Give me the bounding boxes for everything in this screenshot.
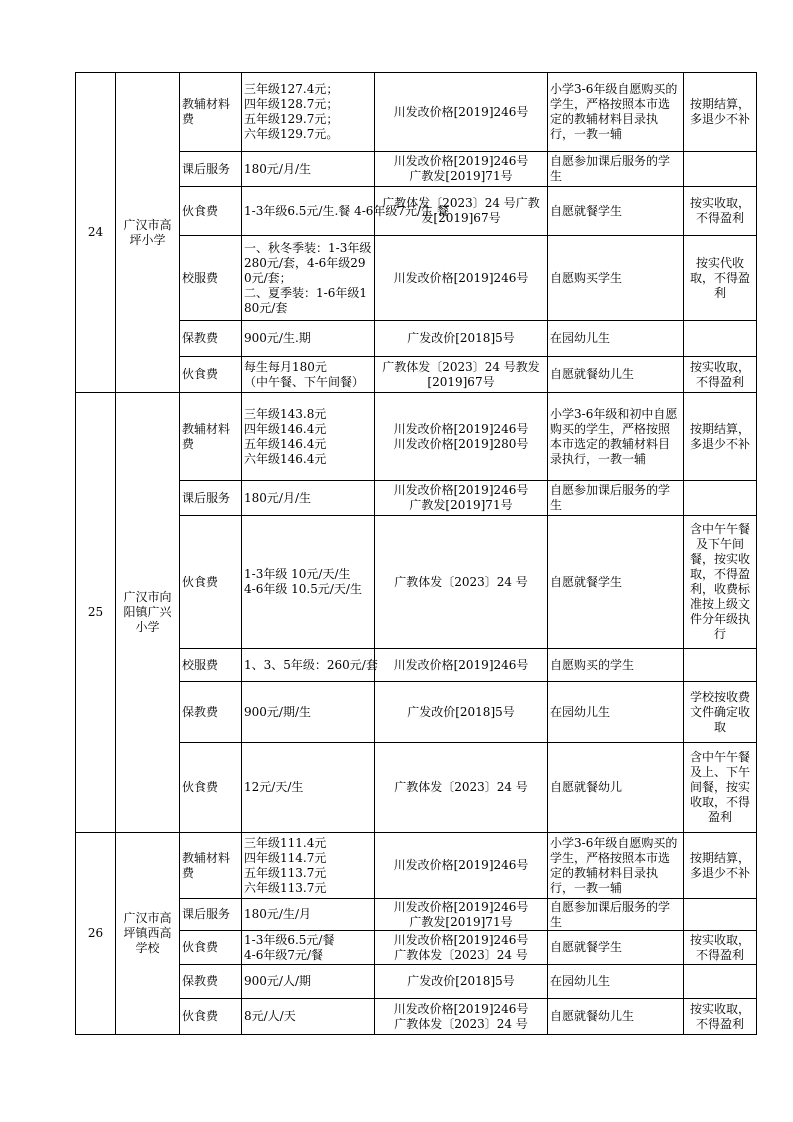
fee-item: 保教费 (180, 321, 242, 357)
fee-scope: 在园幼儿生 (548, 965, 684, 999)
fee-item: 课后服务 (180, 152, 242, 187)
fee-scope: 自愿就餐学生 (548, 187, 684, 236)
school-name: 广汉市高坪小学 (116, 73, 180, 393)
fee-basis: 川发改价格[2019]246号 广教发[2019]71号 (375, 481, 548, 516)
fee-amount: 三年级143.8元 四年级146.4元 五年级146.4元 六年级146.4元 (242, 393, 375, 481)
fee-note: 按期结算，多退少不补 (684, 393, 757, 481)
fee-note (684, 965, 757, 999)
fee-item: 保教费 (180, 682, 242, 743)
fee-item: 教辅材料费 (180, 393, 242, 481)
fee-note: 按实收取，不得盈利 (684, 931, 757, 965)
fee-basis: 广教体发〔2023〕24 号广教发[2019]67号 (375, 187, 548, 236)
fee-amount: 180元/月/生 (242, 152, 375, 187)
school-name: 广汉市向阳镇广兴小学 (116, 393, 180, 833)
fee-basis: 广教体发〔2023〕24 号教发[2019]67号 (375, 357, 548, 393)
fee-item: 保教费 (180, 965, 242, 999)
fee-amount: 180元/生/月 (242, 899, 375, 931)
fee-scope: 自愿参加课后服务的学生 (548, 152, 684, 187)
fee-basis: 川发改价格[2019]246号 广教发[2019]71号 (375, 899, 548, 931)
fee-note: 按实收取，不得盈利 (684, 357, 757, 393)
fee-note: 按期结算，多退少不补 (684, 833, 757, 899)
fee-scope: 自愿就餐幼儿 (548, 743, 684, 833)
fee-basis: 广发改价[2018]5号 (375, 965, 548, 999)
row-number: 24 (76, 73, 116, 393)
table-row (76, 73, 757, 152)
fee-basis: 川发改价格[2019]246号 (375, 833, 548, 899)
fee-basis: 广教体发〔2023〕24 号 (375, 516, 548, 649)
fee-basis: 广教体发〔2023〕24 号 (375, 743, 548, 833)
fee-scope: 在园幼儿生 (548, 682, 684, 743)
fee-amount: 1、3、5年级：260元/套 (242, 649, 375, 682)
fee-basis: 川发改价格[2019]246号 (375, 236, 548, 321)
fee-scope: 自愿参加课后服务的学生 (548, 481, 684, 516)
fee-amount: 三年级127.4元； 四年级128.7元； 五年级129.7元； 六年级129.7元。 (242, 73, 375, 152)
fee-item: 伙食费 (180, 357, 242, 393)
table-row (76, 393, 757, 481)
fee-amount: 900元/生.期 (242, 321, 375, 357)
fee-scope: 自愿就餐幼儿生 (548, 357, 684, 393)
fee-item: 伙食费 (180, 931, 242, 965)
fee-note (684, 649, 757, 682)
fee-amount: 900元/期/生 (242, 682, 375, 743)
fee-basis: 川发改价格[2019]246号 (375, 649, 548, 682)
fee-note (684, 321, 757, 357)
fee-table (75, 72, 757, 1035)
fee-basis: 广发改价[2018]5号 (375, 321, 548, 357)
fee-scope: 小学3-6年级自愿购买的学生，严格按照本市选定的教辅材料目录执行，一教一辅 (548, 73, 684, 152)
fee-basis: 川发改价格[2019]246号 广教体发〔2023〕24 号 (375, 999, 548, 1035)
fee-basis: 川发改价格[2019]246号 (375, 73, 548, 152)
fee-scope: 自愿参加课后服务的学生 (548, 899, 684, 931)
fee-scope: 自愿就餐学生 (548, 516, 684, 649)
fee-item: 伙食费 (180, 999, 242, 1035)
fee-item: 伙食费 (180, 743, 242, 833)
fee-note: 按实代收取，不得盈利 (684, 236, 757, 321)
fee-note (684, 152, 757, 187)
fee-amount: 一、秋冬季装：1-3年级280元/套，4-6年级290元/套； 二、夏季装：1-6年级180元/套 (242, 236, 375, 321)
fee-amount: 1-3年级 10元/天/生 4-6年级 10.5元/天/生 (242, 516, 375, 649)
row-number: 25 (76, 393, 116, 833)
fee-basis: 广发改价[2018]5号 (375, 682, 548, 743)
fee-note: 按实收取，不得盈利 (684, 187, 757, 236)
fee-note: 学校按收费文件确定收取 (684, 682, 757, 743)
fee-note: 含中午午餐及上、下午间餐，按实收取，不得盈利 (684, 743, 757, 833)
fee-amount: 1-3年级6.5元/餐 4-6年级7元/餐 (242, 931, 375, 965)
table-row (76, 833, 757, 899)
school-name: 广汉市高坪镇西高学校 (116, 833, 180, 1035)
fee-scope: 自愿就餐幼儿生 (548, 999, 684, 1035)
fee-item: 课后服务 (180, 899, 242, 931)
fee-item: 教辅材料费 (180, 73, 242, 152)
fee-note: 按期结算，多退少不补 (684, 73, 757, 152)
fee-basis: 川发改价格[2019]246号 广教体发〔2023〕24 号 (375, 931, 548, 965)
fee-item: 课后服务 (180, 481, 242, 516)
fee-note: 按实收取，不得盈利 (684, 999, 757, 1035)
fee-amount: 12元/天/生 (242, 743, 375, 833)
fee-item: 教辅材料费 (180, 833, 242, 899)
fee-amount: 三年级111.4元 四年级114.7元 五年级113.7元 六年级113.7元 (242, 833, 375, 899)
fee-amount: 8元/人/天 (242, 999, 375, 1035)
fee-basis: 川发改价格[2019]246号 广教发[2019]71号 (375, 152, 548, 187)
fee-amount: 180元/月/生 (242, 481, 375, 516)
fee-scope: 小学3-6年级和初中自愿购买的学生，严格按照本市选定的教辅材料目录执行，一教一辅 (548, 393, 684, 481)
fee-note (684, 899, 757, 931)
fee-scope: 自愿就餐学生 (548, 931, 684, 965)
fee-amount: 每生每月180元 （中午餐、下午间餐） (242, 357, 375, 393)
fee-item: 校服费 (180, 649, 242, 682)
fee-scope: 自愿购买学生 (548, 236, 684, 321)
row-number: 26 (76, 833, 116, 1035)
fee-scope: 在园幼儿生 (548, 321, 684, 357)
fee-amount: 900元/人/期 (242, 965, 375, 999)
fee-scope: 自愿购买的学生 (548, 649, 684, 682)
fee-scope: 小学3-6年级自愿购买的学生，严格按照本市选定的教辅材料目录执行，一教一辅 (548, 833, 684, 899)
fee-item: 伙食费 (180, 516, 242, 649)
fee-item: 校服费 (180, 236, 242, 321)
fee-basis: 川发改价格[2019]246号 川发改价格[2019]280号 (375, 393, 548, 481)
fee-note (684, 481, 757, 516)
fee-note: 含中午午餐及下午间餐，按实收取，不得盈利，收费标准按上级文件分年级执行 (684, 516, 757, 649)
fee-item: 伙食费 (180, 187, 242, 236)
fee-amount: 1-3年级6.5元/生.餐 4-6年级7元/生.餐 (242, 187, 375, 236)
